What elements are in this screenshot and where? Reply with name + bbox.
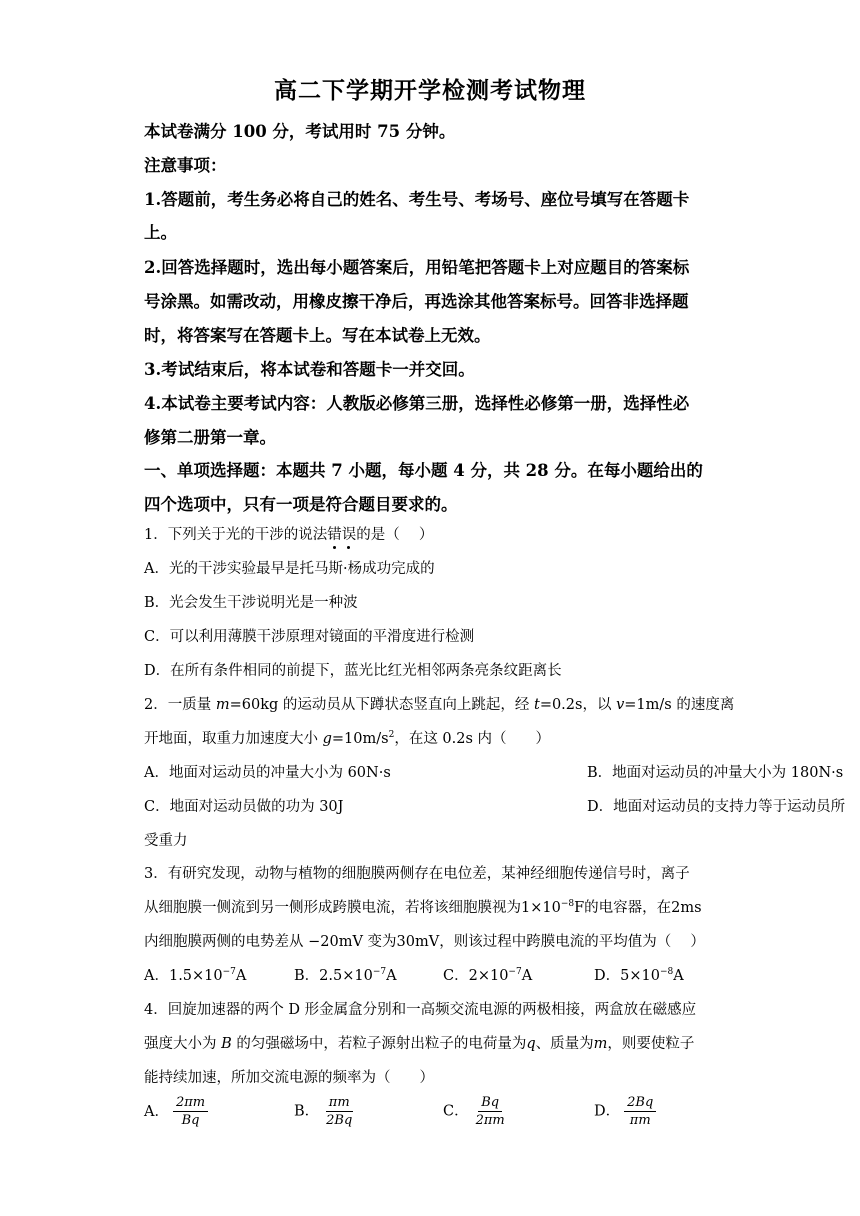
q2-option-b: B．地面对运动员的冲量大小为 180N·s — [587, 765, 844, 781]
notice-4a: 4.本试卷主要考试内容：人教版必修第三册，选择性必修第一册，选择性必 — [144, 394, 690, 413]
q3-stem-line1: 3．有研究发现，动物与植物的细胞膜两侧存在电位差，某神经细胞传递信号时，离子 — [144, 866, 690, 882]
notice-4b: 修第二册第一章。 — [144, 428, 276, 447]
q2-option-c: C．地面对运动员做的功为 30J — [144, 799, 344, 815]
q2-option-a: A．地面对运动员的冲量大小为 60N·s — [144, 765, 391, 781]
fraction: $\frac{2Bq}{\pi m}$ — [624, 1094, 656, 1129]
q1-option-a: A．光的干涉实验最早是托马斯·杨成功完成的 — [144, 561, 435, 577]
q3-option-c: C．$2\times 10^{-7}A$ — [443, 967, 533, 984]
notice-1b: 上。 — [144, 223, 177, 242]
q4-option-a: A． $\frac{2\pi m}{Bq}$ — [144, 1104, 208, 1120]
q2-options-cd — [144, 795, 846, 816]
section-heading-1b: 四个选项中，只有一项是符合题目要求的。 — [144, 495, 458, 514]
q4-stem-line1: 4．回旋加速器的两个 D 形金属盒分别和一高频交流电源的两极相接，两盒放在磁感应 — [144, 1002, 697, 1018]
q4-stem-line3: 能持续加速，所加交流电源的频率为（ ） — [144, 1070, 434, 1086]
notice-2c: 时，将答案写在答题卡上。写在本试卷上无效。 — [144, 326, 491, 345]
notice-3: 3.考试结束后，将本试卷和答题卡一并交回。 — [144, 360, 475, 379]
q3-stem-line3: 内细胞膜两侧的电势差从 −20mV 变为30mV，则该过程中跨膜电流的平均值为（ ） — [144, 934, 705, 950]
emphasis-dot-char: 误 — [341, 527, 357, 543]
fraction: $\frac{\pi m}{2Bq}$ — [326, 1095, 353, 1128]
q2-stem-line2: 开地面，取重力加速度大小 $g=10m/s^2$，在这 0.2s 内（ ） — [144, 730, 551, 747]
fraction: $\frac{2\pi m}{Bq}$ — [173, 1094, 208, 1129]
fraction: $\frac{Bq}{2\pi m}$ — [475, 1095, 505, 1128]
section-heading-1a: 一、单项选择题：本题共 7 小题，每小题 4 分，共 28 分。在每小题给出的 — [144, 461, 703, 480]
q4-stem-line2: 强度大小为 B 的匀强磁场中，若粒子源射出粒子的电荷量为q、质量为m，则要使粒子 — [144, 1036, 695, 1052]
q4-option-c: C． $\frac{Bq}{2\pi m}$ — [443, 1094, 508, 1129]
notice-heading: 注意事项： — [144, 156, 227, 175]
exam-title: 高二下学期开学检测考试物理 — [274, 77, 586, 104]
q1-stem: 1．下列关于光的干涉的说法错误的是（ ） — [144, 527, 434, 543]
notice-1a: 1.答题前，考生务必将自己的姓名、考生号、考场号、座位号填写在答题卡 — [144, 190, 690, 209]
q1-option-c: C．可以利用薄膜干涉原理对镜面的平滑度进行检测 — [144, 629, 475, 645]
q1-option-b: B．光会发生干涉说明光是一种波 — [144, 595, 358, 611]
q3-stem-line2: 从细胞膜一侧流到另一侧形成跨膜电流，若将该细胞膜视为$1\times 10^{-8}F$的电容器，在2ms — [144, 899, 702, 916]
score-info: 本试卷满分 100 分，考试用时 75 分钟。 — [144, 122, 456, 141]
q4-option-b: B． $\frac{\pi m}{2Bq}$ — [294, 1094, 355, 1129]
q3-option-a: A．$1.5\times 10^{-7}A$ — [144, 967, 247, 984]
q3-options — [144, 964, 684, 985]
notice-2b: 号涂黑。如需改动，用橡皮擦干净后，再选涂其他答案标号。回答非选择题 — [144, 292, 689, 311]
q2-stem-line1: 2．一质量 m=60kg 的运动员从下蹲状态竖直向上跳起，经 t=0.2s，以 v=1m/s 的速度离 — [144, 697, 735, 713]
q4-options — [144, 1094, 654, 1129]
q4-option-d: D． $\frac{2Bq}{\pi m}$ — [594, 1094, 656, 1129]
q2-option-d-cont: 受重力 — [144, 833, 188, 849]
q2-options-ab — [144, 761, 844, 782]
q3-option-d: D．$5\times 10^{-8}A$ — [594, 967, 684, 984]
notice-2a: 2.回答选择题时，选出每小题答案后，用铅笔把答题卡上对应题目的答案标 — [144, 258, 690, 277]
q1-option-d: D．在所有条件相同的前提下，蓝光比红光相邻两条亮条纹距离长 — [144, 663, 562, 679]
q2-option-d: D．地面对运动员的支持力等于运动员所 — [587, 799, 846, 815]
q3-option-b: B．$2.5\times 10^{-7}A$ — [294, 967, 397, 984]
emphasis-dot-char: 错 — [327, 527, 342, 543]
